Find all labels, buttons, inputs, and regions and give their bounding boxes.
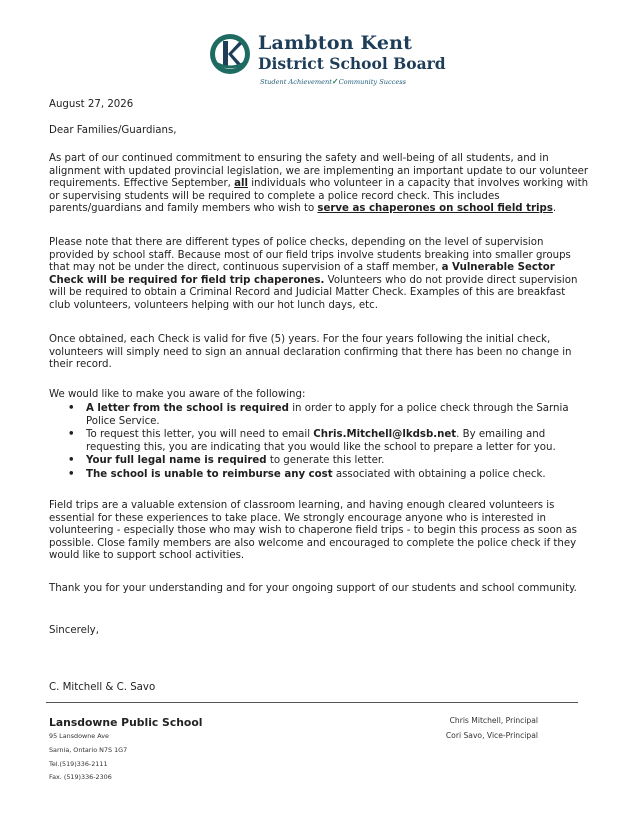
letter-closing: Sincerely,	[49, 625, 99, 636]
tagline-right: Community Success	[338, 78, 407, 86]
bullet-bold: Your full legal name is required	[86, 455, 267, 467]
footer-principal: Chris Mitchell, Principal	[449, 716, 538, 725]
checkmark-icon: ✓	[331, 76, 339, 86]
board-name-line1: Lambton Kent	[258, 32, 413, 54]
board-tagline	[260, 76, 406, 86]
bullet-text-pre: To request this letter, you will need to email	[86, 429, 314, 441]
board-logo	[208, 32, 446, 92]
footer-fax: Fax. (519)336-2306	[49, 773, 112, 781]
p2-text-2: Volunteers who do not provide direct supervision will be required to obtain a Criminal Record and Judicial Matter Check. Examples of this are breakfast club volunteers, volunteers helping with our hot lunch days, etc.	[49, 274, 578, 311]
letter-greeting: Dear Families/Guardians,	[49, 125, 177, 136]
list-item	[66, 469, 591, 482]
p2-emphasis-vulnerable-sector: a Vulnerable Sector Check will be required for field trip chaperones.	[49, 262, 555, 286]
footer-vice-principal: Cori Savo, Vice-Principal	[445, 731, 538, 740]
p1-text-2: individuals who volunteer in a capacity that involves working with or supervising students will be required to complete a police record check. This includes parents/guardians and family members who wish to	[49, 178, 589, 215]
footer-telephone: Tel.(519)336-2111	[49, 760, 108, 768]
paragraph-validity: Once obtained, each Check is valid for five (5) years. For the four years following the initial check, volunteers will simply need to sign an annual declaration confirming that there has been no change in their record.	[49, 334, 572, 371]
bullet-text: associated with obtaining a police check.	[332, 468, 546, 480]
letter-date: August 27, 2026	[49, 99, 134, 110]
list-item	[66, 455, 591, 468]
bullet-icon: •	[68, 403, 75, 414]
board-crest-icon	[208, 32, 252, 76]
p1-emphasis-all: all	[234, 178, 248, 190]
list-item	[66, 403, 591, 428]
footer-divider	[46, 702, 578, 703]
paragraph-field-trips: Field trips are a valuable extension of classroom learning, and having enough cleared volunteers is essential for these experiences to take place. We strongly encourage anyone who is interested in volunteering - especially those who may wish to chaperone field trips - to begin this process as soon as possible. Close family members are also welcome and encouraged to complete the police check if they would like to support school activities.	[49, 500, 577, 562]
paragraph-thanks: Thank you for your understanding and for your ongoing support of our students and school community.	[49, 583, 577, 594]
bullet-icon: •	[68, 429, 75, 441]
p2-text-1: Please note that there are different types of police checks, depending on the level of supervision provided by school staff. Because most of our field trips involve students breaking into smaller groups that may not be under the direct, continuous supervision of a staff member,	[49, 237, 571, 274]
bullet-icon: •	[68, 468, 75, 480]
email-address: Chris.Mitchell@lkdsb.net	[313, 429, 457, 441]
list-item	[66, 429, 591, 454]
bullet-text: in order to apply for a police check through the Sarnia Police Service.	[86, 403, 569, 427]
paragraph-aware-intro: We would like to make you aware of the following:	[49, 389, 306, 400]
letter-signers: C. Mitchell & C. Savo	[49, 682, 156, 693]
bullet-icon: •	[68, 455, 75, 467]
p1-emphasis-chaperones: serve as chaperones on school field trips	[317, 203, 553, 215]
p1-text-3: .	[552, 203, 557, 215]
footer-address-street: 95 Lansdowne Ave	[49, 732, 109, 740]
bullet-bold: A letter from the school is required	[86, 403, 289, 414]
bullet-text: . By emailing and requesting this, you are indicating that you would like the school to prepare a letter for you.	[86, 429, 556, 453]
paragraph-check-types	[49, 237, 589, 313]
bullet-text: to generate this letter.	[266, 455, 385, 467]
bullet-bold: The school is unable to reimburse any cost	[86, 468, 333, 480]
board-name-line2: District School Board	[258, 54, 446, 73]
requirements-list	[66, 403, 591, 483]
paragraph-volunteer-update	[49, 153, 589, 216]
footer-school-name: Lansdowne Public School	[49, 716, 203, 729]
footer-address-city: Sarnia, Ontario N7S 1G7	[49, 746, 128, 754]
tagline-left: Student Achievement	[260, 78, 332, 86]
p1-text-1: As part of our continued commitment to ensuring the safety and well-being of all students, and in alignment with updated provincial legislation, we are implementing an important update to our volunteer requirements. Effective September,	[49, 153, 589, 190]
